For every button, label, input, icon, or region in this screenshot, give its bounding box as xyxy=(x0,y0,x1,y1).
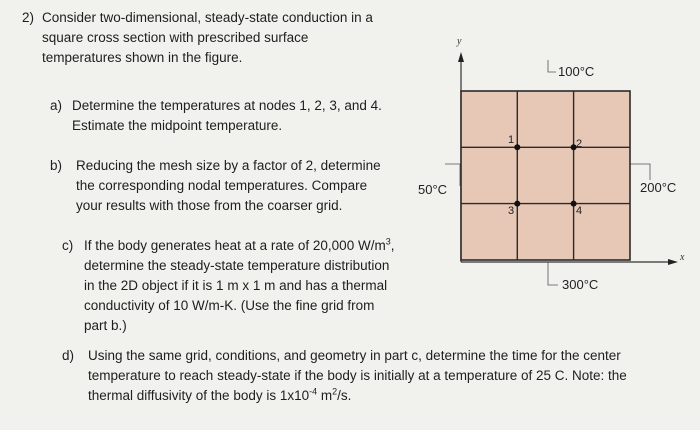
part-c-line-5: part b.) xyxy=(84,318,127,333)
part-a-line-1: Determine the temperatures at nodes 1, 2, 3, and 4. xyxy=(72,98,382,113)
bottom-label-leader xyxy=(548,262,558,285)
part-c-line-2: determine the steady-state temperature distribution xyxy=(84,258,390,273)
node-4-label: 4 xyxy=(576,205,583,217)
y-axis-label: y xyxy=(457,36,462,47)
boundary-right-temp: 200°C xyxy=(640,180,677,195)
node-3-label: 3 xyxy=(508,205,515,217)
x-axis-arrowhead xyxy=(668,259,678,265)
right-label-leader xyxy=(630,164,650,180)
part-c-letter: c) xyxy=(62,238,74,253)
part-c-line-3: in the 2D object if it is 1 m x 1 m and has a thermal xyxy=(84,278,388,293)
part-c-line-4: conductivity of 10 W/m-K. (Use the fine grid from xyxy=(84,298,375,313)
intro-line-2: square cross section with prescribed surface xyxy=(42,30,309,45)
node-1-dot xyxy=(514,144,520,150)
boundary-left-temp: 50°C xyxy=(418,182,448,197)
part-b-line-3: your results with those from the coarser grid. xyxy=(76,198,343,213)
node-2-label: 2 xyxy=(576,138,583,150)
part-b-letter: b) xyxy=(50,158,63,173)
problem-number: 2) xyxy=(22,10,35,25)
part-b-line-2: the corresponding nodal temperatures. Compare xyxy=(76,178,368,193)
y-axis-arrowhead xyxy=(458,52,464,62)
part-d-line-2: temperature to reach steady-state if the body is initially at a temperature of 25 C. Note: the xyxy=(88,368,627,383)
part-a-line-2: Estimate the midpoint temperature. xyxy=(72,118,283,133)
part-d-line-3: thermal diffusivity of the body is $1x10^{-4}$ $m^2/s$. xyxy=(88,386,352,403)
x-axis-label: x xyxy=(680,252,685,263)
intro-line-1: Consider two-dimensional, steady-state conduction in a xyxy=(42,10,373,25)
part-d-letter: d) xyxy=(62,348,75,363)
square-cross-section xyxy=(461,91,630,260)
part-d-line-1: Using the same grid, conditions, and geometry in part c, determine the time for the center xyxy=(88,348,621,363)
node-3-dot xyxy=(514,201,520,207)
part-c-line-1: If the body generates heat at a rate of 20,000 $W/m^3$, xyxy=(84,236,395,253)
boundary-bottom-temp: 300°C xyxy=(562,277,599,292)
node-1-label: 1 xyxy=(508,134,515,146)
boundary-top-temp: 100°C xyxy=(558,64,595,79)
intro-line-3: temperatures shown in the figure. xyxy=(42,50,243,65)
part-a-letter: a) xyxy=(50,98,63,113)
part-b-line-1: Reducing the mesh size by a factor of 2, determine xyxy=(76,158,381,173)
left-label-leader xyxy=(445,164,460,186)
top-label-leader xyxy=(548,60,556,72)
